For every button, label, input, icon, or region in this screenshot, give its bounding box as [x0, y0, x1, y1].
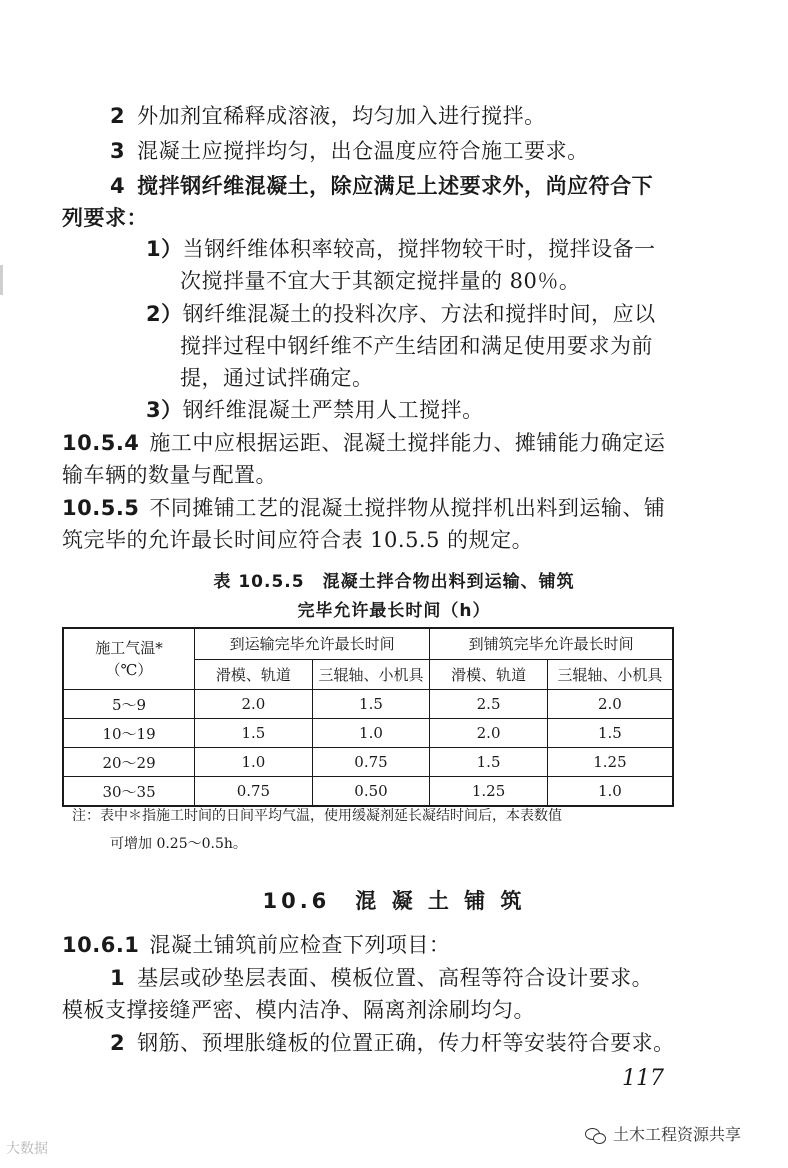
item-text: 混凝土应搅拌均匀，出仓温度应符合施工要求。	[137, 139, 589, 163]
list-item	[110, 136, 589, 166]
clause-number: 10.5.4	[62, 431, 140, 455]
cell-value: 2.0	[195, 690, 313, 719]
sub-item-number: 2）	[146, 302, 183, 326]
cell-value: 1.5	[547, 719, 673, 748]
sub-item	[146, 299, 656, 329]
clause-10-5-5	[62, 493, 665, 523]
item-number: 3	[110, 139, 126, 163]
wechat-icon	[585, 1128, 607, 1144]
header-temperature-label: 施工气温*	[95, 639, 163, 657]
table-note-continued: 可增加 0.25～0.5h。	[110, 836, 247, 852]
sub-item-number: 3）	[146, 398, 183, 422]
data-table	[62, 627, 674, 807]
table-row	[63, 690, 673, 719]
sub-item-text-continued: 提，通过试拌确定。	[180, 366, 374, 390]
cell-temp: 5～9	[63, 690, 195, 719]
list-item	[110, 171, 653, 201]
table-note: 注：表中＊指施工时间的日间平均气温，使用缓凝剂延长凝结时间后，本表数值	[72, 808, 562, 824]
page-number: 117	[622, 1066, 664, 1091]
header-paving: 到铺筑完毕允许最长时间	[430, 628, 673, 659]
item-number: 2	[110, 1031, 126, 1055]
clause-10-6-1	[62, 930, 450, 960]
item-text: 钢筋、预埋胀缝板的位置正确，传力杆等安装符合要求。	[137, 1031, 675, 1055]
item-text-continued: 列要求：	[62, 206, 148, 230]
sub-item-text-continued: 次搅拌量不宜大于其额定搅拌量的 80％。	[180, 269, 581, 293]
item-text: 基层或砂垫层表面、模板位置、高程等符合设计要求。	[137, 966, 654, 990]
item-number: 4	[110, 174, 126, 198]
item-text: 外加剂宜稀释成溶液，均匀加入进行搅拌。	[137, 104, 546, 128]
watermark-right	[585, 1122, 741, 1145]
header-transport: 到运输完毕允许最长时间	[195, 628, 430, 659]
subheader-slipform-1: 滑模、轨道	[195, 659, 313, 690]
cell-value: 1.0	[195, 748, 313, 777]
table-caption-continued: 完毕允许最长时间（h）	[297, 601, 491, 621]
scan-edge-mark	[0, 265, 3, 295]
cell-value: 1.5	[312, 690, 430, 719]
clause-text-continued: 输车辆的数量与配置。	[62, 463, 277, 487]
sub-item-text: 当钢纤维体积率较高，搅拌物较干时，搅拌设备一	[182, 237, 656, 261]
section-title: 10.6 混 凝 土 铺 筑	[262, 889, 526, 913]
sub-item	[146, 234, 656, 264]
list-item	[110, 101, 546, 131]
subheader-roller-2: 三辊轴、小机具	[547, 659, 673, 690]
item-number: 1	[110, 966, 126, 990]
header-temperature-unit: （℃）	[105, 661, 153, 679]
header-temperature	[63, 628, 195, 690]
list-item	[110, 963, 653, 993]
clause-text: 施工中应根据运距、混凝土搅拌能力、摊铺能力确定运	[149, 431, 666, 455]
item-text-continued: 模板支撑接缝严密、模内洁净、隔离剂涂刷均匀。	[62, 998, 535, 1022]
watermark-left-text: 大数据	[6, 1141, 48, 1157]
cell-value: 1.25	[547, 748, 673, 777]
cell-value: 0.75	[312, 748, 430, 777]
table-caption: 表 10.5.5 混凝土拌合物出料到运输、铺筑	[213, 572, 575, 592]
clause-text: 混凝土铺筑前应检查下列项目：	[149, 933, 451, 957]
table-header-row	[63, 628, 673, 659]
watermark-right-text: 土木工程资源共享	[613, 1125, 742, 1144]
watermark-left	[6, 1138, 48, 1158]
cell-temp: 30～35	[63, 777, 195, 807]
subheader-slipform-2: 滑模、轨道	[430, 659, 548, 690]
item-text: 搅拌钢纤维混凝土，除应满足上述要求外，尚应符合下	[137, 174, 654, 198]
sub-item-text: 钢纤维混凝土严禁用人工搅拌。	[182, 398, 484, 422]
sub-item	[146, 395, 484, 425]
clause-text-continued: 筑完毕的允许最长时间应符合表 10.5.5 的规定。	[62, 528, 534, 552]
cell-temp: 20～29	[63, 748, 195, 777]
clause-number: 10.5.5	[62, 496, 140, 520]
item-number: 2	[110, 104, 126, 128]
cell-value: 0.50	[312, 777, 430, 807]
clause-text: 不同摊铺工艺的混凝土搅拌物从搅拌机出料到运输、铺	[149, 496, 666, 520]
cell-value: 1.5	[430, 748, 548, 777]
clause-10-5-4	[62, 428, 665, 458]
sub-item-number: 1）	[146, 237, 183, 261]
cell-value: 2.5	[430, 690, 548, 719]
list-item	[110, 1028, 675, 1058]
table-row	[63, 777, 673, 807]
cell-value: 2.0	[547, 690, 673, 719]
sub-item-text-continued: 搅拌过程中钢纤维不产生结团和满足使用要求为前	[180, 334, 653, 358]
cell-value: 0.75	[195, 777, 313, 807]
cell-value: 1.5	[195, 719, 313, 748]
table-row	[63, 748, 673, 777]
cell-value: 1.25	[430, 777, 548, 807]
cell-temp: 10～19	[63, 719, 195, 748]
cell-value: 1.0	[312, 719, 430, 748]
sub-item-text: 钢纤维混凝土的投料次序、方法和搅拌时间，应以	[182, 302, 656, 326]
clause-number: 10.6.1	[62, 933, 140, 957]
subheader-roller-1: 三辊轴、小机具	[312, 659, 430, 690]
table-row	[63, 719, 673, 748]
cell-value: 1.0	[547, 777, 673, 807]
cell-value: 2.0	[430, 719, 548, 748]
